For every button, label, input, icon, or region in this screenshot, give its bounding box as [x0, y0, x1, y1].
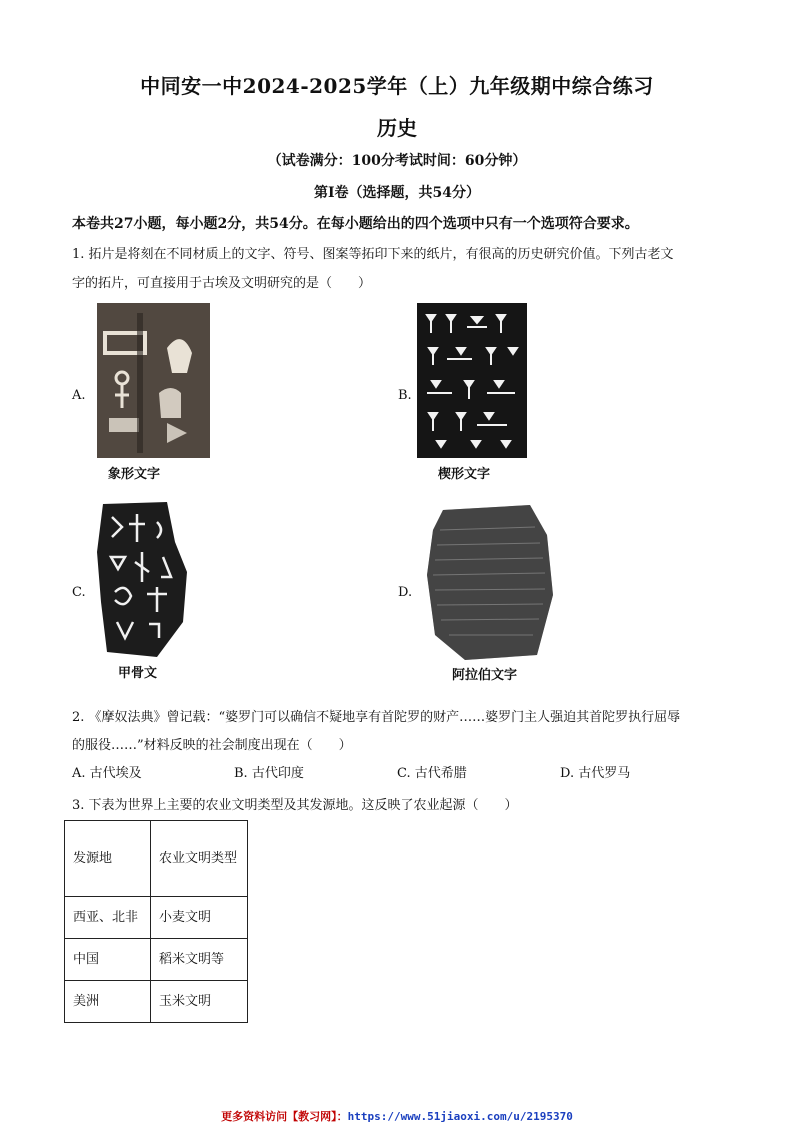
- q2-option-c[interactable]: C. 古代希腊: [397, 766, 467, 781]
- q1-option-b-caption: 楔形文字: [438, 467, 491, 482]
- q1-stem-line1: 1. 拓片是将刻在不同材质上的文字、符号、图案等拓印下来的纸片，有很高的历史研究价值。下列古老文: [72, 247, 674, 262]
- exam-title: 中同安一中2024-2025学年（上）九年级期中综合练习: [140, 74, 654, 98]
- table-cell: 小麦文明: [151, 897, 248, 939]
- q1-option-d-letter[interactable]: D.: [398, 585, 413, 600]
- oracle-bone-rubbing-image: [97, 502, 189, 657]
- q2-stem-line1: 2. 《摩奴法典》曾记载：“婆罗门可以确信不疑地享有首陀罗的财产……婆罗门主人强迫其首陀罗执行屈辱: [72, 710, 681, 725]
- section-heading: 第Ⅰ卷（选择题，共54分）: [313, 185, 481, 201]
- table-cell: 中国: [65, 939, 151, 981]
- q1-stem-line2: 字的拓片，可直接用于古埃及文明研究的是（ ）: [72, 276, 372, 291]
- q2-option-d[interactable]: D. 古代罗马: [560, 766, 631, 781]
- q2-option-a[interactable]: A. 古代埃及: [72, 766, 142, 781]
- exam-meta: （试卷满分：100分考试时间：60分钟）: [267, 153, 527, 169]
- table-cell: 稻米文明等: [151, 939, 248, 981]
- table-cell: 玉米文明: [151, 981, 248, 1023]
- table-cell: 西亚、北非: [65, 897, 151, 939]
- footer-url[interactable]: https://www.51jiaoxi.com/u/2195370: [347, 1110, 573, 1123]
- q2-stem-line2: 的服役……”材料反映的社会制度出现在（ ）: [72, 738, 352, 753]
- q2-option-b[interactable]: B. 古代印度: [234, 766, 304, 781]
- table-header-type: 农业文明类型: [151, 821, 248, 897]
- footer-label: 更多资料访问【教习网】：: [221, 1110, 348, 1123]
- footer-link[interactable]: [0, 1108, 794, 1124]
- q1-option-b-letter[interactable]: B.: [398, 388, 412, 403]
- section-instruction: 本卷共27小题，每小题2分，共54分。在每小题给出的四个选项中只有一个选项符合要求。: [72, 216, 639, 232]
- q1-option-a-caption: 象形文字: [108, 467, 161, 482]
- hieroglyph-rubbing-image: [97, 303, 210, 458]
- table-cell: 美洲: [65, 981, 151, 1023]
- cuneiform-rubbing-image: [417, 303, 527, 458]
- exam-subject: 历史: [377, 116, 417, 140]
- q1-option-c-letter[interactable]: C.: [72, 585, 86, 600]
- table-header-origin: 发源地: [65, 821, 151, 897]
- agriculture-origin-table: [64, 820, 248, 1023]
- q3-stem: 3. 下表为世界上主要的农业文明类型及其发源地。这反映了农业起源（ ）: [72, 798, 518, 813]
- q1-option-c-caption: 甲骨文: [118, 666, 158, 681]
- arabic-script-stone-image: [425, 505, 555, 660]
- q1-option-a-letter[interactable]: A.: [72, 388, 86, 403]
- q1-option-d-caption: 阿拉伯文字: [452, 668, 518, 683]
